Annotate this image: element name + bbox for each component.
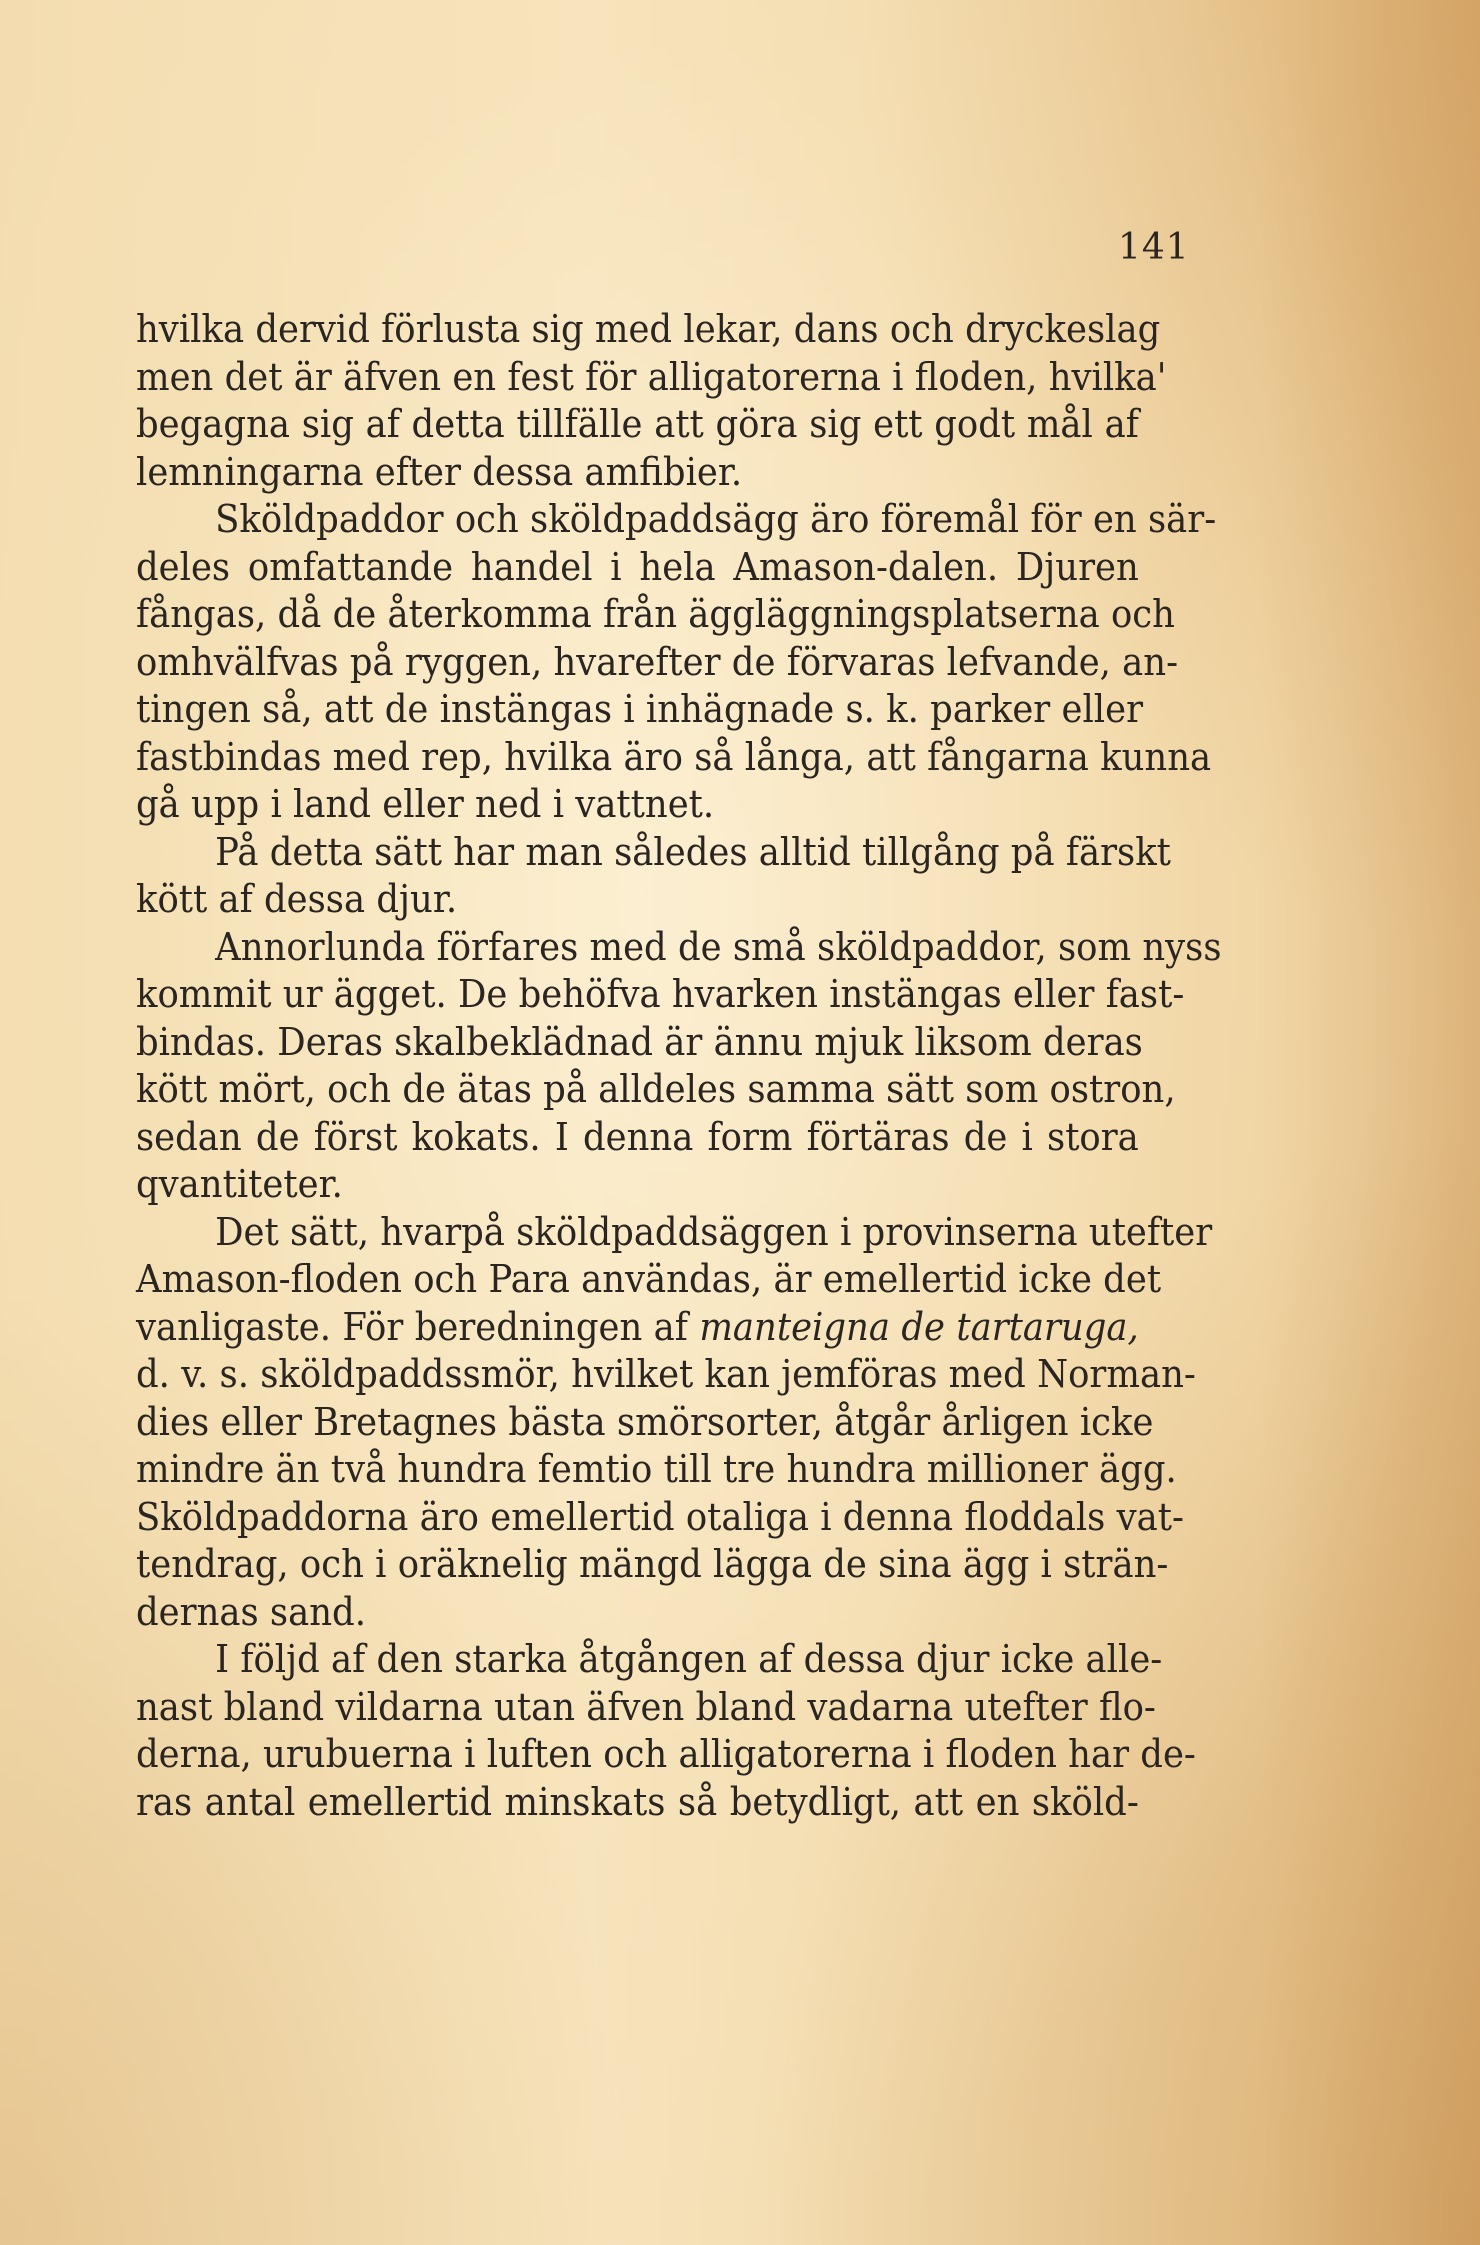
text-line: Amason-floden och Para användas, är emellertid icke det xyxy=(136,1257,1162,1302)
text-line: tendrag, och i oräknelig mängd lägga de sina ägg i strän- xyxy=(136,1542,1169,1587)
body-text xyxy=(136,306,1222,1826)
text-line: På detta sätt har man således alltid tillgång på färskt xyxy=(215,829,1171,875)
text-line-with-italic xyxy=(136,1304,1139,1352)
text-line: kött mört, och de ätas på alldeles samma sätt som ostron, xyxy=(136,1067,1176,1112)
page-number: 141 xyxy=(1118,227,1190,268)
text-line: Sköldpaddor och sköldpaddsägg äro föremål för en sär- xyxy=(215,497,1217,542)
text-line: derna, urubuerna i luften och alligatorerna i floden har de- xyxy=(136,1732,1196,1777)
text-line: deles omfattande handel i hela Amason-dalen. Djuren xyxy=(136,544,1139,590)
text-line: lemningarna efter dessa amfibier. xyxy=(136,449,743,495)
text-line: sedan de först kokats. I denna form förtäras de i stora xyxy=(136,1114,1139,1160)
text-line: hvilka dervid förlusta sig med lekar, dans och dryckeslag xyxy=(136,307,1161,352)
text-line: ras antal emellertid minskats så betydligt, att en sköld- xyxy=(136,1779,1139,1825)
text-line: mindre än två hundra femtio till tre hundra millioner ägg. xyxy=(136,1447,1177,1492)
text-line: Det sätt, hvarpå sköldpaddsäggen i provinserna utefter xyxy=(215,1209,1213,1255)
text-segment: vanligaste. För beredningen af xyxy=(136,1304,688,1350)
text-line: gå upp i land eller ned i vattnet. xyxy=(136,782,715,827)
text-line: fångas, då de återkomma från äggläggningsplatserna och xyxy=(136,592,1175,637)
text-line: qvantiteter. xyxy=(136,1162,343,1207)
text-line: I följd af den starka åtgången af dessa djur icke alle- xyxy=(215,1637,1163,1682)
text-line: bindas. Deras skalbeklädnad är ännu mjuk liksom deras xyxy=(136,1019,1143,1065)
italic-term: manteigna de tartaruga, xyxy=(699,1304,1139,1350)
text-line: kommit ur ägget. De behöfva hvarken instängas eller fast- xyxy=(136,972,1185,1017)
text-line: omhvälfvas på ryggen, hvarefter de förvaras lefvande, an- xyxy=(136,639,1179,685)
text-line: nast bland vildarna utan äfven bland vadarna utefter flo- xyxy=(136,1684,1156,1730)
text-line: dies eller Bretagnes bästa smörsorter, åtgår årligen icke xyxy=(136,1399,1154,1445)
text-line: Sköldpaddorna äro emellertid otaliga i denna floddals vat- xyxy=(136,1494,1184,1540)
text-line: fastbindas med rep, hvilka äro så långa, att fångarna kunna xyxy=(136,734,1212,780)
text-line: Annorlunda förfares med de små sköldpaddor, som nyss xyxy=(215,924,1222,970)
text-line: kött af dessa djur. xyxy=(136,877,458,922)
text-line: men det är äfven en fest för alligatorerna i floden, hvilka' xyxy=(136,354,1167,400)
text-line: d. v. s. sköldpaddssmör, hvilket kan jemföras med Norman- xyxy=(136,1352,1196,1397)
text-line: dernas sand. xyxy=(136,1589,366,1635)
text-line: tingen så, att de instängas i inhägnade s. k. parker eller xyxy=(136,687,1144,732)
text-line: begagna sig af detta tillfälle att göra sig ett godt mål af xyxy=(136,402,1139,447)
